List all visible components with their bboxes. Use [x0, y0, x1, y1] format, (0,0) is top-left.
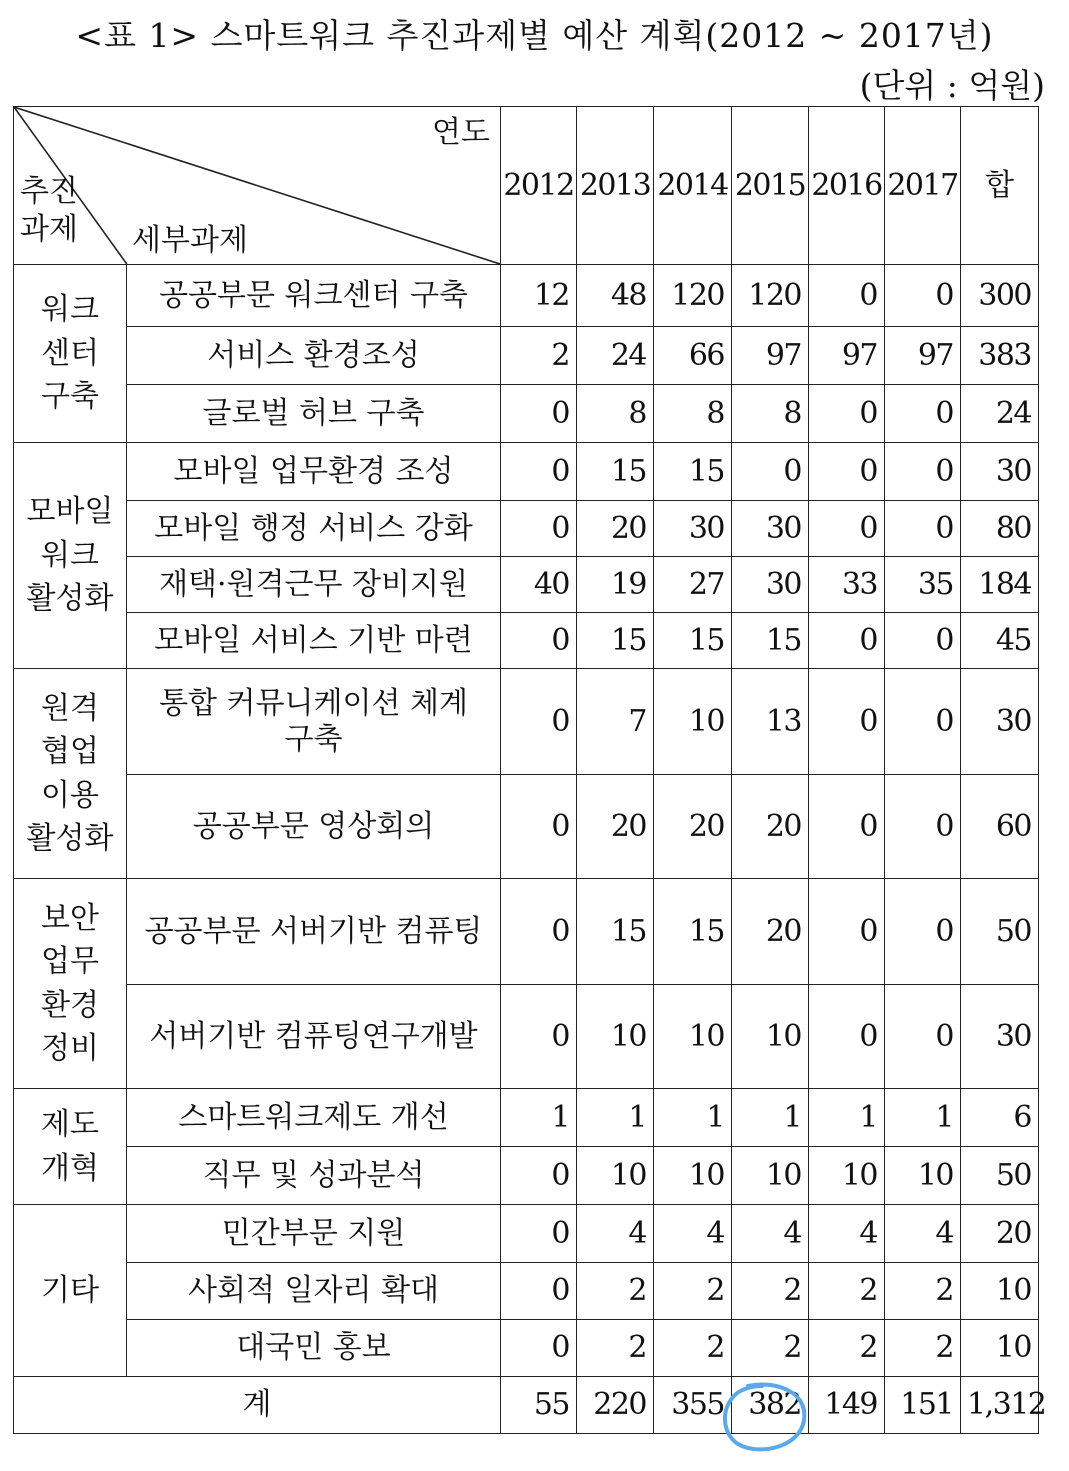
value-cell: 19 — [577, 557, 654, 613]
subtask-cell: 사회적 일자리 확대 — [127, 1263, 501, 1320]
value-cell: 4 — [654, 1205, 732, 1263]
value-cell: 0 — [501, 613, 577, 669]
year-axis-label: 연도 — [432, 115, 490, 150]
value-cell: 0 — [809, 443, 885, 501]
value-cell: 120 — [654, 265, 732, 327]
value-cell: 20 — [732, 879, 809, 985]
table-row — [14, 985, 1039, 1089]
value-cell: 24 — [577, 327, 654, 385]
value-cell: 2 — [654, 1263, 732, 1320]
value-cell: 30 — [654, 501, 732, 557]
year-header: 2013 — [577, 107, 654, 265]
value-cell: 1 — [577, 1089, 654, 1147]
value-cell: 1 — [501, 1089, 577, 1147]
category-cell: 보안 업무 환경 정비 — [14, 879, 127, 1089]
value-cell: 0 — [501, 879, 577, 985]
subtask-cell: 통합 커뮤니케이션 체계 구축 — [127, 669, 501, 775]
category-cell: 원격 협업 이용 활성화 — [14, 669, 127, 879]
table-row — [14, 1320, 1039, 1377]
value-cell: 15 — [577, 443, 654, 501]
value-cell: 0 — [501, 501, 577, 557]
value-cell: 0 — [809, 265, 885, 327]
budget-table — [13, 106, 1046, 1434]
category-cell: 모바일 워크 활성화 — [14, 443, 127, 669]
row-total-cell: 30 — [961, 669, 1039, 775]
diagonal-lines — [14, 107, 500, 264]
row-total-cell: 50 — [961, 1147, 1039, 1205]
value-cell: 10 — [885, 1147, 961, 1205]
value-cell: 0 — [809, 985, 885, 1089]
row-total-cell: 50 — [961, 879, 1039, 985]
row-total-cell: 300 — [961, 265, 1039, 327]
row-total-cell: 10 — [961, 1320, 1039, 1377]
value-cell: 0 — [885, 443, 961, 501]
table-row — [14, 443, 1039, 501]
row-total-cell: 20 — [961, 1205, 1039, 1263]
value-cell: 97 — [732, 327, 809, 385]
value-cell: 0 — [809, 775, 885, 879]
value-cell: 1 — [732, 1089, 809, 1147]
value-cell: 8 — [654, 385, 732, 443]
subtask-cell: 재택·원격근무 장비지원 — [127, 557, 501, 613]
table-row — [14, 557, 1039, 613]
diagonal-header-cell — [14, 107, 501, 265]
year-header: 2014 — [654, 107, 732, 265]
value-cell: 0 — [885, 501, 961, 557]
value-cell: 30 — [732, 557, 809, 613]
subtask-cell: 모바일 서비스 기반 마련 — [127, 613, 501, 669]
table-row — [14, 775, 1039, 879]
value-cell: 0 — [809, 879, 885, 985]
subtask-cell: 서버기반 컴퓨팅연구개발 — [127, 985, 501, 1089]
value-cell: 48 — [577, 265, 654, 327]
value-cell: 120 — [732, 265, 809, 327]
subtask-cell: 모바일 행정 서비스 강화 — [127, 501, 501, 557]
year-header: 2017 — [885, 107, 961, 265]
value-cell: 20 — [577, 501, 654, 557]
category-cell: 제도 개혁 — [14, 1089, 127, 1205]
value-cell: 15 — [732, 613, 809, 669]
value-cell: 20 — [732, 775, 809, 879]
value-cell: 0 — [501, 443, 577, 501]
value-cell: 4 — [809, 1205, 885, 1263]
table-row — [14, 1089, 1039, 1147]
table-row — [14, 669, 1039, 775]
row-total-cell: 24 — [961, 385, 1039, 443]
row-total-cell: 10 — [961, 1263, 1039, 1320]
value-cell: 2 — [809, 1263, 885, 1320]
value-cell: 27 — [654, 557, 732, 613]
total-cell: 55 — [501, 1377, 577, 1434]
value-cell: 0 — [809, 385, 885, 443]
value-cell: 8 — [732, 385, 809, 443]
value-cell: 2 — [885, 1263, 961, 1320]
value-cell: 2 — [577, 1320, 654, 1377]
table-row — [14, 879, 1039, 985]
value-cell: 0 — [809, 669, 885, 775]
value-cell: 0 — [885, 669, 961, 775]
value-cell: 2 — [732, 1263, 809, 1320]
table-row — [14, 1147, 1039, 1205]
value-cell: 0 — [885, 775, 961, 879]
subtask-cell: 글로벌 허브 구축 — [127, 385, 501, 443]
value-cell: 10 — [654, 1147, 732, 1205]
value-cell: 1 — [809, 1089, 885, 1147]
value-cell: 1 — [885, 1089, 961, 1147]
total-cell: 220 — [577, 1377, 654, 1434]
value-cell: 7 — [577, 669, 654, 775]
value-cell: 13 — [732, 669, 809, 775]
subtask-cell: 스마트워크제도 개선 — [127, 1089, 501, 1147]
header-row — [14, 107, 1039, 265]
year-header: 2012 — [501, 107, 577, 265]
subtask-cell: 서비스 환경조성 — [127, 327, 501, 385]
value-cell: 15 — [577, 613, 654, 669]
category-axis-label: 추진 과제 — [20, 174, 78, 247]
table-row — [14, 613, 1039, 669]
value-cell: 10 — [809, 1147, 885, 1205]
value-cell: 15 — [577, 879, 654, 985]
value-cell: 0 — [501, 385, 577, 443]
sum-header: 합 — [961, 107, 1039, 265]
value-cell: 20 — [577, 775, 654, 879]
table-title: <표 1> 스마트워크 추진과제별 예산 계획(2012 ~ 2017년) — [75, 16, 994, 55]
subtask-cell: 공공부문 서버기반 컴퓨팅 — [127, 879, 501, 985]
year-header: 2015 — [732, 107, 809, 265]
value-cell: 66 — [654, 327, 732, 385]
value-cell: 0 — [501, 985, 577, 1089]
value-cell: 15 — [654, 613, 732, 669]
unit-label: (단위 : 억원) — [859, 66, 1045, 105]
value-cell: 2 — [501, 327, 577, 385]
value-cell: 0 — [501, 1147, 577, 1205]
total-cell: 355 — [654, 1377, 732, 1434]
value-cell: 0 — [501, 775, 577, 879]
value-cell: 0 — [501, 1320, 577, 1377]
value-cell: 4 — [732, 1205, 809, 1263]
value-cell: 10 — [732, 985, 809, 1089]
value-cell: 0 — [885, 613, 961, 669]
value-cell: 97 — [885, 327, 961, 385]
row-total-cell: 30 — [961, 985, 1039, 1089]
total-cell: 151 — [885, 1377, 961, 1434]
value-cell: 2 — [654, 1320, 732, 1377]
value-cell: 40 — [501, 557, 577, 613]
value-cell: 20 — [654, 775, 732, 879]
value-cell: 15 — [654, 443, 732, 501]
value-cell: 2 — [809, 1320, 885, 1377]
subtask-cell: 민간부문 지원 — [127, 1205, 501, 1263]
value-cell: 8 — [577, 385, 654, 443]
value-cell: 4 — [885, 1205, 961, 1263]
value-cell: 35 — [885, 557, 961, 613]
value-cell: 15 — [654, 879, 732, 985]
subtask-cell: 공공부문 영상회의 — [127, 775, 501, 879]
category-cell: 워크 센터 구축 — [14, 265, 127, 443]
value-cell: 0 — [885, 385, 961, 443]
row-total-cell: 30 — [961, 443, 1039, 501]
table-row — [14, 1263, 1039, 1320]
row-total-cell: 80 — [961, 501, 1039, 557]
value-cell: 0 — [885, 879, 961, 985]
value-cell: 10 — [654, 985, 732, 1089]
subtask-cell: 공공부문 워크센터 구축 — [127, 265, 501, 327]
value-cell: 0 — [501, 1263, 577, 1320]
value-cell: 97 — [809, 327, 885, 385]
grand-total-cell: 1,312 — [961, 1377, 1039, 1434]
table-row — [14, 327, 1039, 385]
total-cell: 149 — [809, 1377, 885, 1434]
value-cell: 1 — [654, 1089, 732, 1147]
value-cell: 0 — [885, 265, 961, 327]
value-cell: 10 — [732, 1147, 809, 1205]
table-row — [14, 1205, 1039, 1263]
value-cell: 30 — [732, 501, 809, 557]
table-row — [14, 385, 1039, 443]
total-label: 계 — [14, 1377, 501, 1434]
value-cell: 2 — [885, 1320, 961, 1377]
value-cell: 0 — [809, 613, 885, 669]
value-cell: 10 — [577, 1147, 654, 1205]
row-total-cell: 383 — [961, 327, 1039, 385]
row-total-cell: 6 — [961, 1089, 1039, 1147]
value-cell: 4 — [577, 1205, 654, 1263]
year-header: 2016 — [809, 107, 885, 265]
total-cell-2015: 382 — [732, 1377, 809, 1434]
subtask-cell: 직무 및 성과분석 — [127, 1147, 501, 1205]
value-cell: 33 — [809, 557, 885, 613]
row-total-cell: 45 — [961, 613, 1039, 669]
table-row — [14, 501, 1039, 557]
value-cell: 2 — [732, 1320, 809, 1377]
value-cell: 10 — [654, 669, 732, 775]
total-row — [14, 1377, 1039, 1434]
subtask-cell: 대국민 홍보 — [127, 1320, 501, 1377]
value-cell: 0 — [501, 1205, 577, 1263]
subtask-cell: 모바일 업무환경 조성 — [127, 443, 501, 501]
value-cell: 10 — [577, 985, 654, 1089]
subtask-axis-label: 세부과제 — [132, 222, 248, 258]
value-cell: 12 — [501, 265, 577, 327]
value-cell: 0 — [885, 985, 961, 1089]
row-total-cell: 184 — [961, 557, 1039, 613]
category-cell: 기타 — [14, 1205, 127, 1377]
value-cell: 0 — [732, 443, 809, 501]
row-total-cell: 60 — [961, 775, 1039, 879]
value-cell: 2 — [577, 1263, 654, 1320]
table-row — [14, 265, 1039, 327]
value-cell: 0 — [501, 669, 577, 775]
value-cell: 0 — [809, 501, 885, 557]
